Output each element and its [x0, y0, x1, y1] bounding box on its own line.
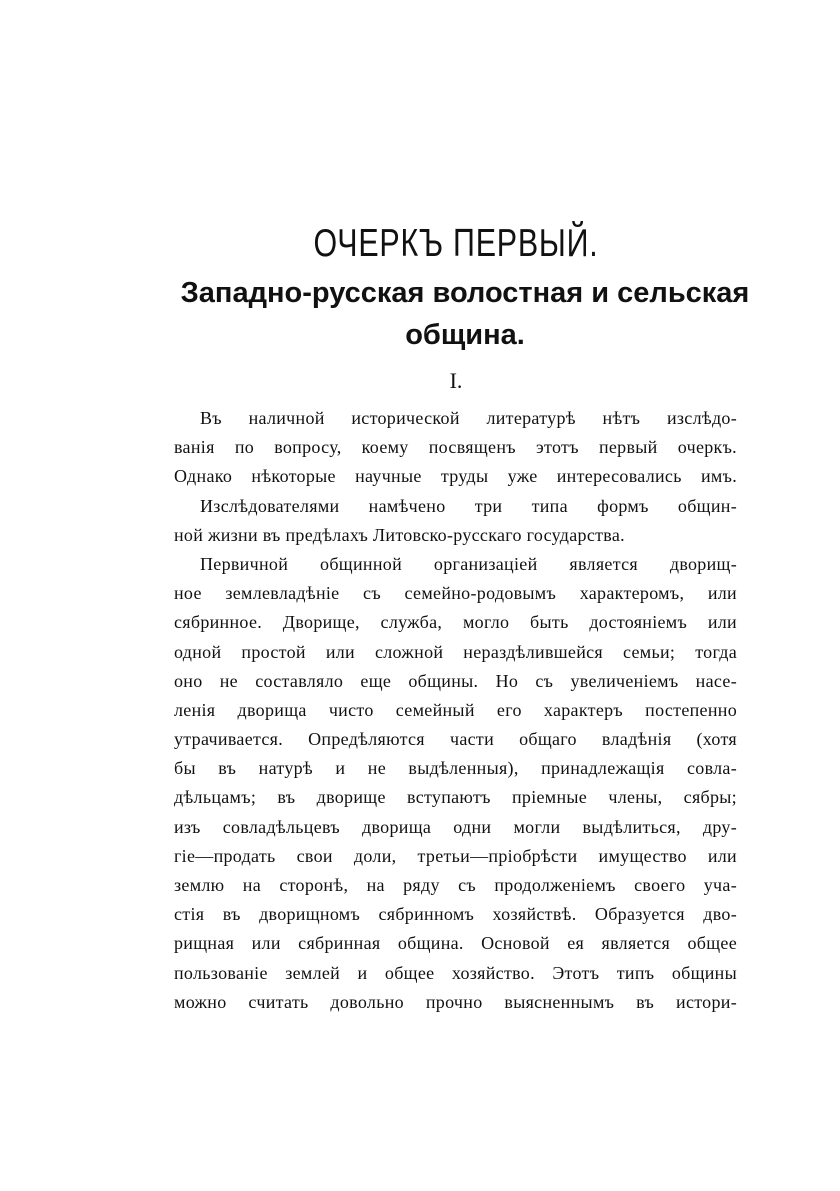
- text-line: утрачивается. Опредѣляются части общаго владѣнія (хотя: [174, 729, 737, 750]
- text-line: дѣльцамъ; въ дворище вступаютъ пріемные члены, сябры;: [174, 787, 737, 808]
- text-line: сябринное. Дворище, служба, могло быть достояніемъ или: [174, 612, 737, 633]
- text-line: ное землевладѣніе съ семейно-родовымъ характеромъ, или: [174, 583, 737, 604]
- chapter-title: ОЧЕРКЪ ПЕРВЫЙ.: [313, 222, 599, 265]
- text-line: гіе—продать свои доли, третьи—пріобрѣсти имущество или: [174, 845, 737, 866]
- text-line: Первичной общинной организаціей является дворищ-: [200, 553, 737, 574]
- section-number: I.: [449, 368, 463, 393]
- text-line: ной жизни въ предѣлахъ Литовско-русскаго государства.: [174, 524, 625, 545]
- text-line: Изслѣдователями намѣчено три типа формъ общин-: [200, 495, 737, 516]
- text-line: рищная или сябринная община. Основой ея является общее: [174, 933, 737, 954]
- paragraph: [174, 404, 737, 492]
- text-line: ленія дворища чисто семейный его характеръ постепенно: [174, 699, 737, 720]
- text-line: одной простой или сложной нераздѣлившейся семьи; тогда: [174, 641, 737, 662]
- text-line: землю на сторонѣ, на ряду съ продолженіемъ своего уча-: [174, 875, 737, 895]
- text-line: Въ наличной исторической литературѣ нѣтъ изслѣдо-: [200, 408, 737, 428]
- subtitle-line: община.: [405, 319, 525, 351]
- body-text: [174, 404, 737, 1017]
- chapter-subtitle: [140, 272, 790, 356]
- text-line: Однако нѣкоторые научные труды уже интересовались имъ.: [174, 466, 737, 487]
- text-line: бы въ натурѣ и не выдѣленныя), принадлежащія совла-: [174, 758, 737, 779]
- subtitle-line: Западно-русская волостная и сельская: [180, 277, 750, 309]
- text-line: изъ совладѣльцевъ дворища одни могли выдѣлиться, дру-: [174, 816, 737, 837]
- text-line: стія въ дворищномъ сябринномъ хозяйствѣ. Образуется дво-: [174, 904, 737, 925]
- paragraph: [174, 550, 737, 1017]
- text-line: ванія по вопросу, коему посвященъ этотъ первый очеркъ.: [174, 437, 737, 458]
- text-line: оно не составляло еще общины. Но съ увеличеніемъ насе-: [174, 670, 737, 691]
- text-line: можно считать довольно прочно выясненнымъ въ истори-: [174, 991, 737, 1012]
- text-line: пользованіе землей и общее хозяйство. Этотъ типъ общины: [174, 962, 737, 983]
- paragraph: [174, 492, 737, 550]
